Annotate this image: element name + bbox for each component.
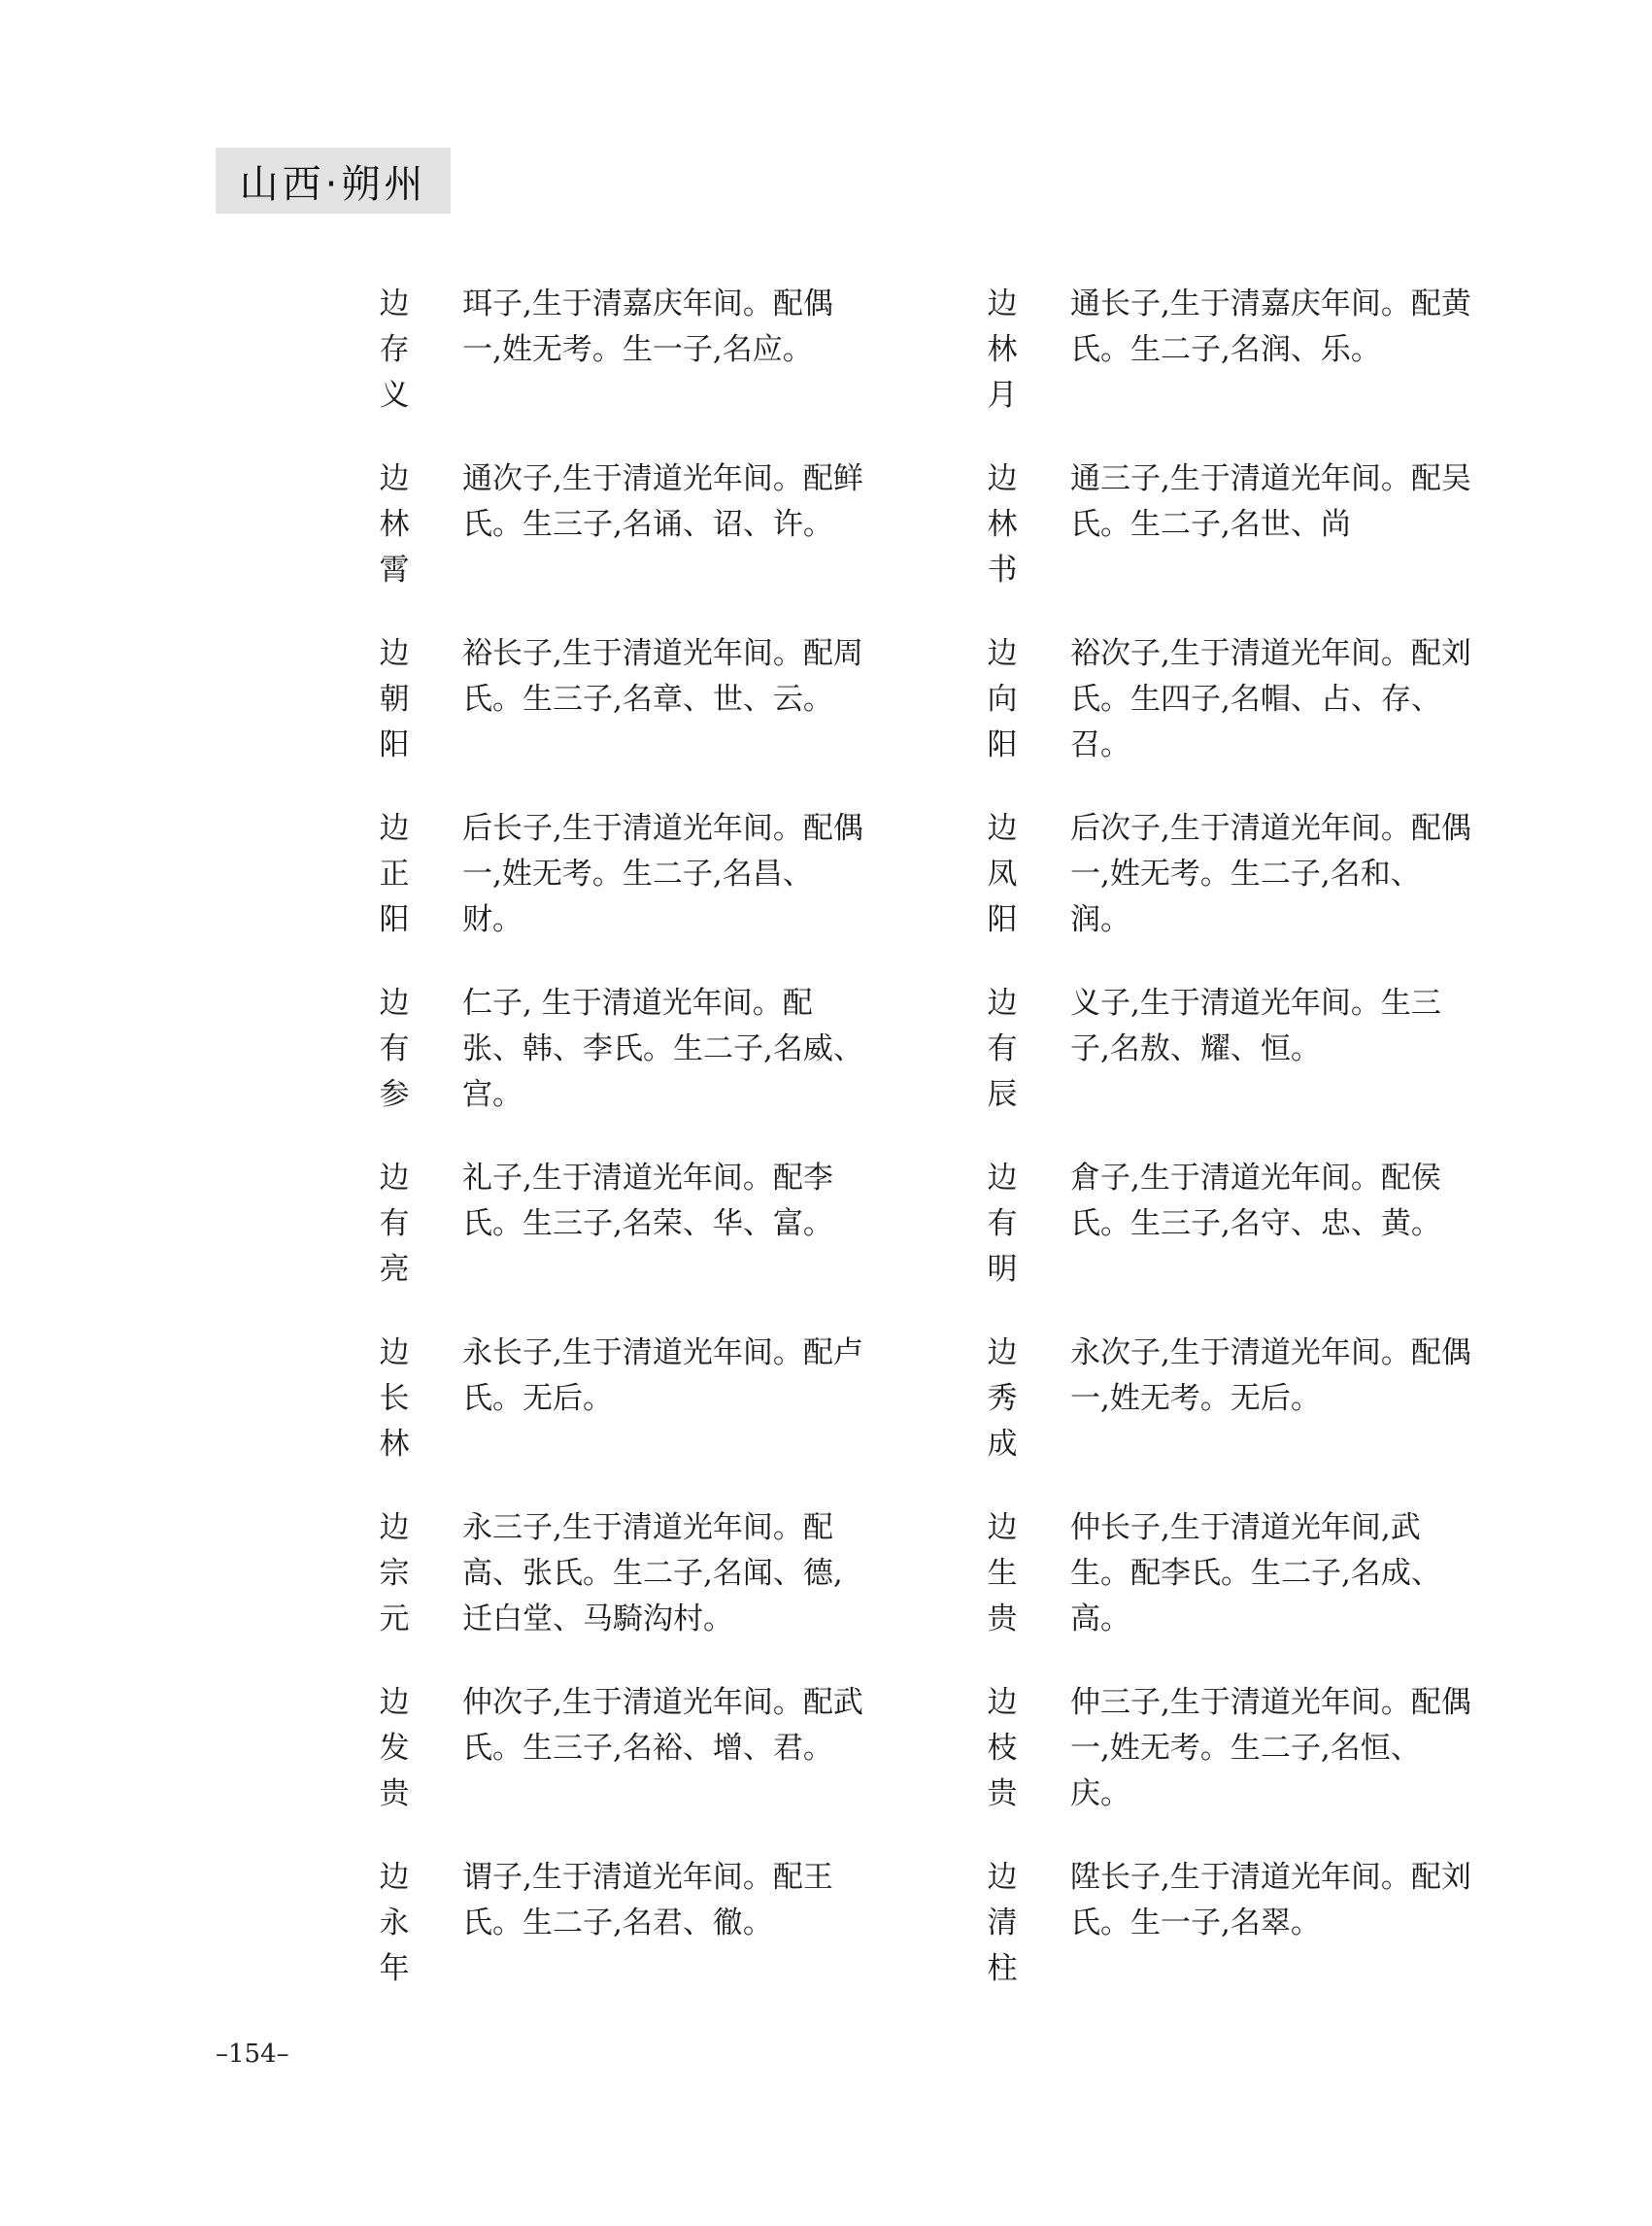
entry-text: 珥子,生于清嘉庆年间。配偶一,姓无考。生一子,名应。 — [462, 287, 833, 367]
entry-text: 通三子,生于清道光年间。配吴氏。生二子,名世、尚 — [1070, 461, 1471, 542]
entry-text: 后次子,生于清道光年间。配偶一,姓无考。生二子,名和、润。 — [1070, 811, 1471, 937]
entry-name: 边 有 亮 — [379, 1161, 410, 1287]
entry-text: 礼子,生于清道光年间。配李氏。生三子,名荣、华、富。 — [462, 1161, 833, 1241]
entry-name: 边 清 柱 — [987, 1860, 1018, 1986]
entry — [981, 456, 1476, 593]
entry-text: 裕长子,生于清道光年间。配周氏。生三子,名章、世、云。 — [462, 636, 863, 717]
entry-name: 边 秀 成 — [987, 1335, 1018, 1462]
entry — [981, 1505, 1476, 1642]
entry — [373, 282, 868, 419]
entry-text: 谓子,生于清道光年间。配王氏。生二子,名君、徹。 — [462, 1860, 833, 1940]
entry-name: 边 长 林 — [379, 1335, 410, 1462]
entry — [373, 1156, 868, 1293]
entry — [981, 1680, 1476, 1817]
entry-name: 边 有 参 — [379, 986, 410, 1112]
entry — [981, 1331, 1476, 1467]
entry — [373, 456, 868, 593]
entry-name: 边 永 年 — [379, 1860, 410, 1986]
entry-text: 通次子,生于清道光年间。配鲜氏。生三子,名诵、诏、许。 — [462, 461, 863, 542]
entry-name: 边 宗 元 — [379, 1510, 410, 1636]
entry-name: 边 枝 贵 — [987, 1685, 1018, 1811]
entry-name: 边 有 辰 — [987, 986, 1018, 1112]
entry — [981, 282, 1476, 419]
entry-text: 仲次子,生于清道光年间。配武氏。生三子,名裕、增、君。 — [462, 1685, 863, 1766]
entry — [373, 981, 868, 1118]
entry-text: 裕次子,生于清道光年间。配刘氏。生四子,名帽、占、存、召。 — [1070, 636, 1471, 762]
page-header-title: 山西·朔州 — [239, 161, 427, 207]
entry — [373, 1331, 868, 1467]
entry-name: 边 有 明 — [987, 1161, 1018, 1287]
entry-text: 倉子,生于清道光年间。配侯氏。生三子,名守、忠、黄。 — [1070, 1161, 1441, 1241]
entry-name: 边 发 贵 — [379, 1685, 410, 1811]
entry-text: 永长子,生于清道光年间。配卢氏。无后。 — [462, 1335, 863, 1416]
entry — [981, 1156, 1476, 1293]
entry-name: 边 正 阳 — [379, 811, 410, 937]
entry-text: 陞长子,生于清道光年间。配刘氏。生一子,名翠。 — [1070, 1860, 1471, 1940]
entry-text: 仁子, 生于清道光年间。配张、韩、李氏。生二子,名威、宫。 — [462, 986, 863, 1112]
entry-name: 边 生 贵 — [987, 1510, 1018, 1636]
entry — [373, 1680, 868, 1817]
entry-name: 边 林 霄 — [379, 461, 410, 588]
entry — [981, 1855, 1476, 1992]
entry-text: 永次子,生于清道光年间。配偶一,姓无考。无后。 — [1070, 1335, 1471, 1416]
entry — [981, 981, 1476, 1118]
entry-name: 边 凤 阳 — [987, 811, 1018, 937]
entry-name: 边 向 阳 — [987, 636, 1018, 762]
entry-name: 边 林 月 — [987, 287, 1018, 413]
entry — [373, 631, 868, 768]
entry-text: 仲三子,生于清道光年间。配偶一,姓无考。生二子,名恒、庆。 — [1070, 1685, 1471, 1811]
entry — [373, 1855, 868, 1992]
entry — [373, 806, 868, 943]
entry-text: 通长子,生于清嘉庆年间。配黄氏。生二子,名润、乐。 — [1070, 287, 1471, 367]
entry-text: 仲长子,生于清道光年间,武生。配李氏。生二子,名成、高。 — [1070, 1510, 1441, 1636]
entry — [981, 631, 1476, 768]
entry-text: 永三子,生于清道光年间。配高、张氏。生二子,名闻、德,迁白堂、马騎沟村。 — [462, 1510, 843, 1636]
entry — [981, 806, 1476, 943]
entry-name: 边 林 书 — [987, 461, 1018, 588]
entry-name: 边 存 义 — [379, 287, 410, 413]
entry-text: 后长子,生于清道光年间。配偶一,姓无考。生二子,名昌、财。 — [462, 811, 863, 937]
page-number: –154– — [216, 2040, 289, 2069]
page-header — [216, 148, 451, 214]
entry — [373, 1505, 868, 1642]
entry-name: 边 朝 阳 — [379, 636, 410, 762]
entry-text: 义子,生于清道光年间。生三子,名敖、耀、恒。 — [1070, 986, 1441, 1066]
